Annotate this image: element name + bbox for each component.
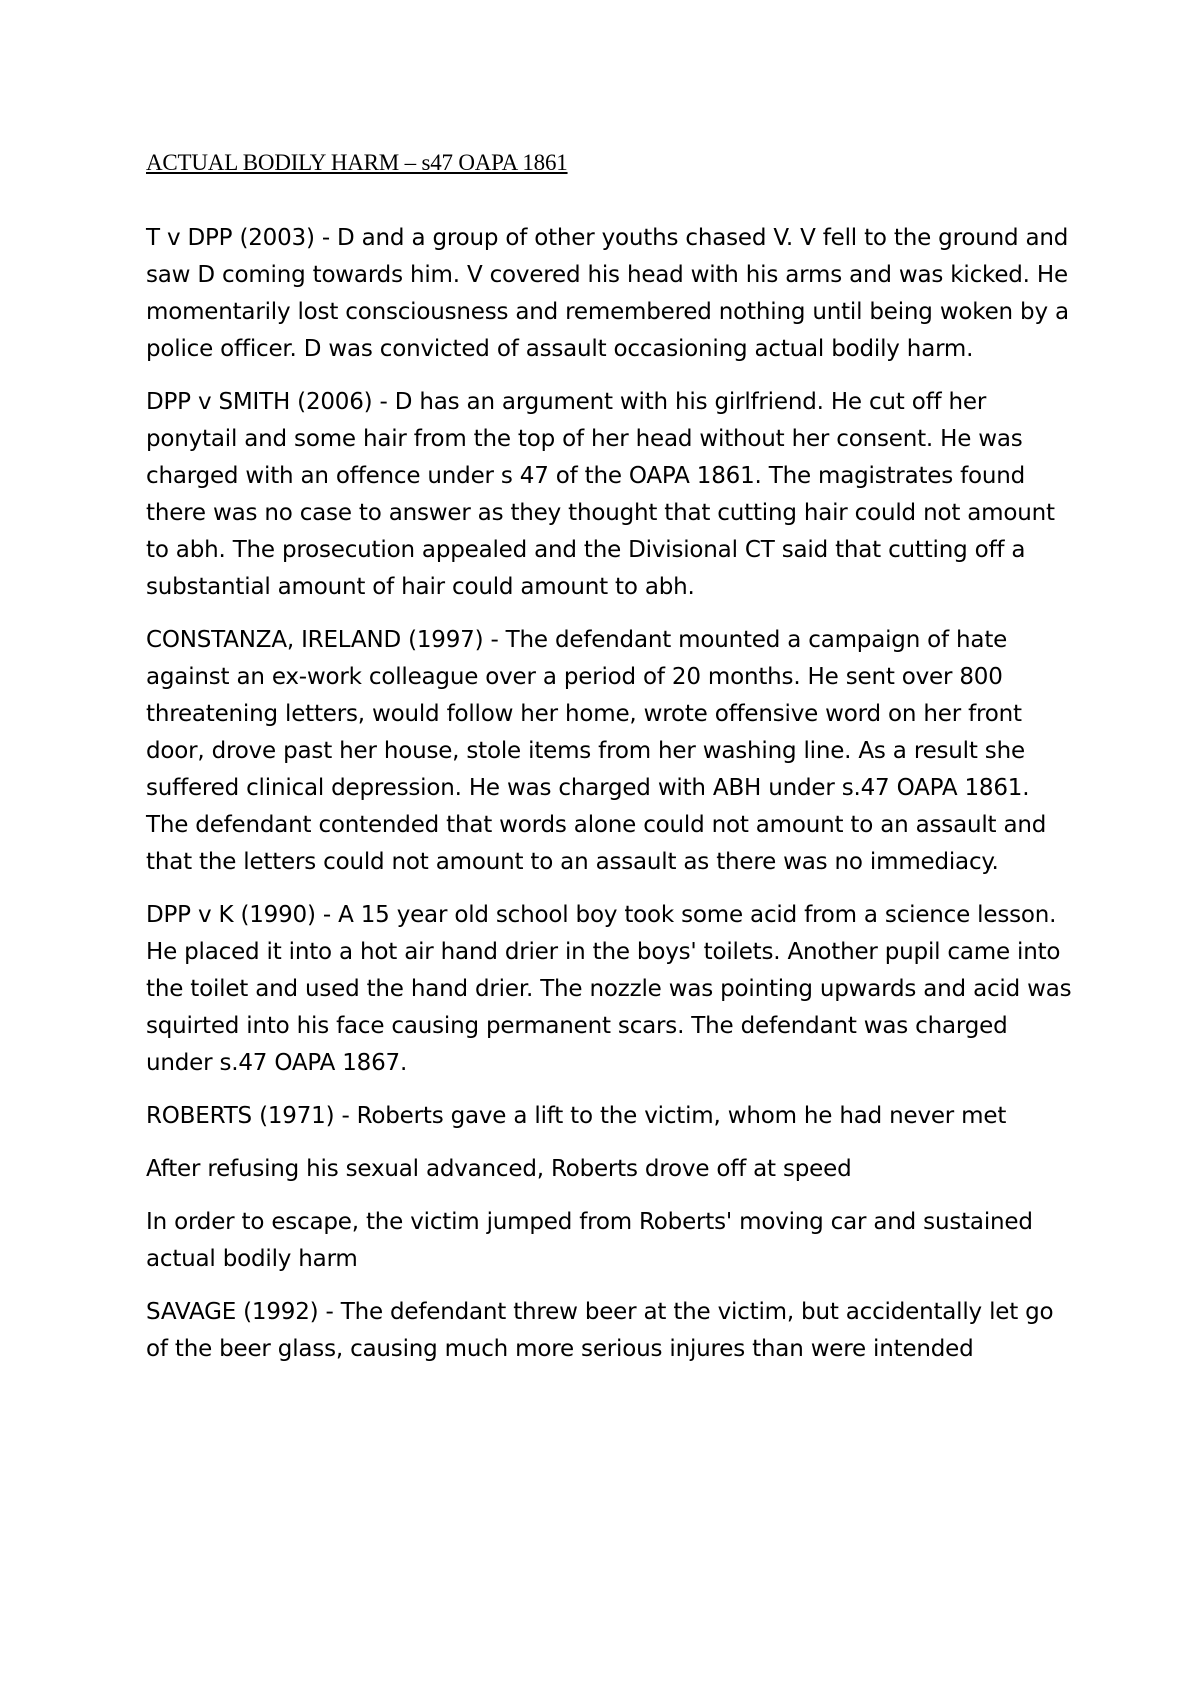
case-paragraph-dpp-v-smith: DPP v SMITH (2006) - D has an argument with his girlfriend. He cut off her ponytail and some hair from the top of her head without her consent. He was charged with an offence under s 47 of the OAPA 1861. The magistrates found there was no case to answer as they thought that cutting hair could not amount to abh. The prosecution appealed and the Divisional CT said that cutting off a substantial amount of hair could amount to abh. [146, 389, 1055, 600]
case-paragraph-roberts: ROBERTS (1971) - Roberts gave a lift to the victim, whom he had never met [146, 1103, 1007, 1129]
case-paragraph-roberts-detail-2: In order to escape, the victim jumped from Roberts' moving car and sustained actual bodily harm [146, 1209, 1033, 1272]
case-paragraph-savage: SAVAGE (1992) - The defendant threw beer at the victim, but accidentally let go of the beer glass, causing much more serious injures than were intended [146, 1299, 1054, 1362]
case-paragraph-dpp-v-k: DPP v K (1990) - A 15 year old school boy took some acid from a science lesson. He placed it into a hot air hand drier in the boys' toilets. Another pupil came into the toilet and used the hand drier. The nozzle was pointing upwards and acid was squirted into his face causing permanent scars. The defendant was charged under s.47 OAPA 1867. [146, 902, 1072, 1076]
case-paragraph-roberts-detail-1: After refusing his sexual advanced, Roberts drove off at speed [146, 1156, 852, 1182]
document-title: ACTUAL BODILY HARM – s47 OAPA 1861 [146, 150, 568, 175]
case-paragraph-t-v-dpp: T v DPP (2003) - D and a group of other youths chased V. V fell to the ground and saw D coming towards him. V covered his head with his arms and was kicked. He momentarily lost consciousness and remembered nothing until being woken by a police officer. D was convicted of assault occasioning actual bodily harm. [146, 225, 1069, 362]
case-paragraph-constanza: CONSTANZA, IRELAND (1997) - The defendant mounted a campaign of hate against an ex-work colleague over a period of 20 months. He sent over 800 threatening letters, would follow her home, wrote offensive word on her front door, drove past her house, stole items from her washing line. As a result she suffered clinical depression. He was charged with ABH under s.47 OAPA 1861. The defendant contended that words alone could not amount to an assault and that the letters could not amount to an assault as there was no immediacy. [146, 627, 1047, 875]
document-body [146, 148, 1076, 1384]
